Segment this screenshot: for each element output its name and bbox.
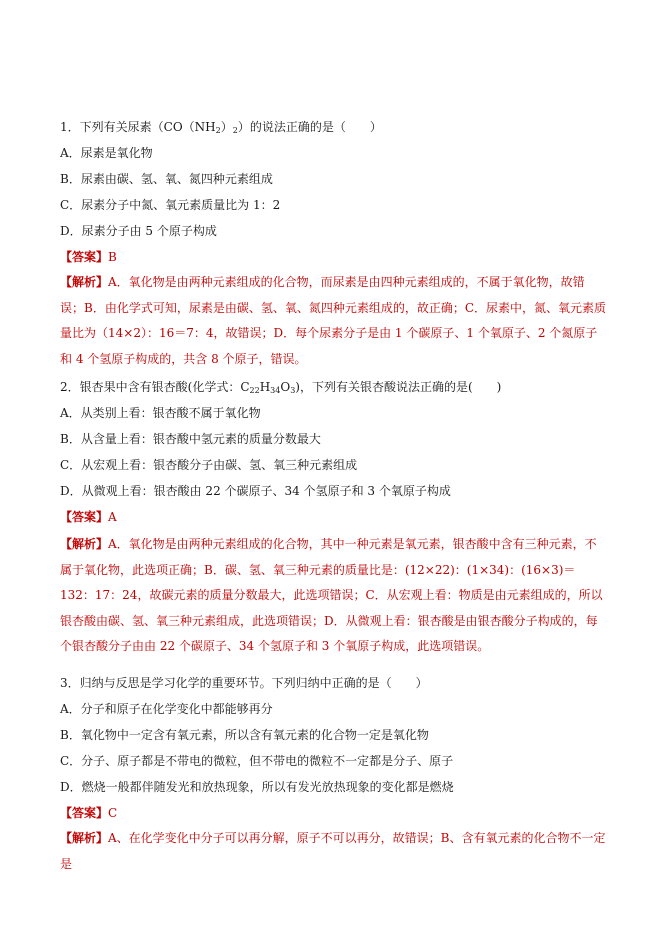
q3-explanation bbox=[60, 826, 608, 877]
q2-option-a: A．从类别上看：银杏酸不属于氧化物 bbox=[60, 406, 261, 420]
q1-stem-mid: ） bbox=[220, 120, 233, 134]
explanation-label: 【解析】 bbox=[60, 831, 109, 845]
q2-option-c: C．从宏观上看：银杏酸分子由碳、氢、氧三种元素组成 bbox=[60, 458, 358, 472]
q3-answer bbox=[60, 806, 117, 820]
q1-stem-text: 1．下列有关尿素（CO（NH bbox=[60, 120, 216, 134]
explanation-text: A、在化学变化中分子可以再分解，原子不可以再分，故错误；B、含有氧元素的化合物不一定是 bbox=[60, 831, 606, 871]
q2-formula-h: H bbox=[259, 380, 271, 394]
question-2-stem bbox=[60, 380, 501, 394]
q2-stem-text: 2．银杏果中含有银杏酸(化学式：C bbox=[60, 380, 250, 394]
q1-stem-tail: ）的说法正确的是（ ） bbox=[237, 120, 382, 134]
answer-value: C bbox=[108, 806, 118, 820]
q1-sub: 2 bbox=[215, 126, 221, 135]
q3-option-c: C．分子、原子都是不带电的微粒，但不带电的微粒不一定都是分子、原子 bbox=[60, 754, 454, 768]
explanation-text: A．氧化物是由两种元素组成的化合物，而尿素是由四种元素组成的，不属于氧化物，故错误；B．由化学式可知，尿素是由碳、氢、氧、氮四种元素组成的，故正确；C．尿素中，氮、氧元素质量比为（14×2）：16＝7：4，故错误；D．每个尿素分子是由 1 个碳原子、1 个氧原子、2 个氮原子和 4 个氢原子构成的，共含 8 个原子，错误。 bbox=[60, 275, 607, 366]
question-1-stem bbox=[60, 120, 382, 134]
q2-answer bbox=[60, 510, 117, 524]
q1-answer bbox=[60, 250, 117, 264]
q3-option-a: A．分子和原子在化学变化中都能够再分 bbox=[60, 702, 273, 716]
q1-option-b: B．尿素由碳、氢、氧、氮四种元素组成 bbox=[60, 172, 273, 186]
answer-label: 【答案】 bbox=[60, 510, 109, 524]
q3-option-b: B．氧化物中一定含有氧元素，所以含有氧元素的化合物一定是氧化物 bbox=[60, 728, 429, 742]
explanation-text: A．氧化物是由两种元素组成的化合物，其中一种元素是氧元素，银杏酸中含有三种元素，不属于氧化物，此选项正确；B．碳、氢、氧三种元素的质量比是：(12×22)：(1×34)：(16×3)＝132：17：24，故碳元素的质量分数最大，此选项错误；C．从宏观上看：物质是由元素组成的，所以银杏酸由碳、氢、氧三种元素组成，此选项错误；D．从微观上看：银杏酸是由银杏酸分子构成的，每个银杏酸分子由由 22 个碳原子、34 个氢原子和 3 个氧原子构成，此选项错误。 bbox=[60, 537, 603, 654]
q2-explanation bbox=[60, 532, 608, 660]
q2-option-d: D．从微观上看：银杏酸由 22 个碳原子、34 个氢原子和 3 个氧原子构成 bbox=[60, 484, 451, 498]
q3-option-d: D．燃烧一般都伴随发光和放热现象，所以有发光放热现象的变化都是燃烧 bbox=[60, 780, 454, 794]
answer-label: 【答案】 bbox=[60, 806, 109, 820]
question-3-stem: 3．归纳与反思是学习化学的重要环节。下列归纳中正确的是（ ） bbox=[60, 676, 428, 690]
q2-formula-o: O bbox=[280, 380, 291, 394]
explanation-label: 【解析】 bbox=[60, 537, 109, 551]
q2-stem-tail: )，下列有关银杏酸说法正确的是( ) bbox=[295, 380, 502, 394]
q2-sub: 34 bbox=[270, 386, 281, 395]
q1-option-a: A．尿素是氧化物 bbox=[60, 146, 153, 160]
q2-sub: 3 bbox=[290, 386, 296, 395]
answer-value: A bbox=[108, 510, 117, 524]
q1-explanation bbox=[60, 270, 608, 372]
explanation-label: 【解析】 bbox=[60, 275, 109, 289]
q1-option-d: D．尿素分子由 5 个原子构成 bbox=[60, 224, 217, 238]
q2-sub: 22 bbox=[249, 386, 260, 395]
q1-sub: 2 bbox=[232, 126, 238, 135]
q2-option-b: B．从含量上看：银杏酸中氢元素的质量分数最大 bbox=[60, 432, 321, 446]
answer-label: 【答案】 bbox=[60, 250, 109, 264]
answer-value: B bbox=[108, 250, 117, 264]
q1-option-c: C．尿素分子中氮、氧元素质量比为 1：2 bbox=[60, 198, 281, 212]
